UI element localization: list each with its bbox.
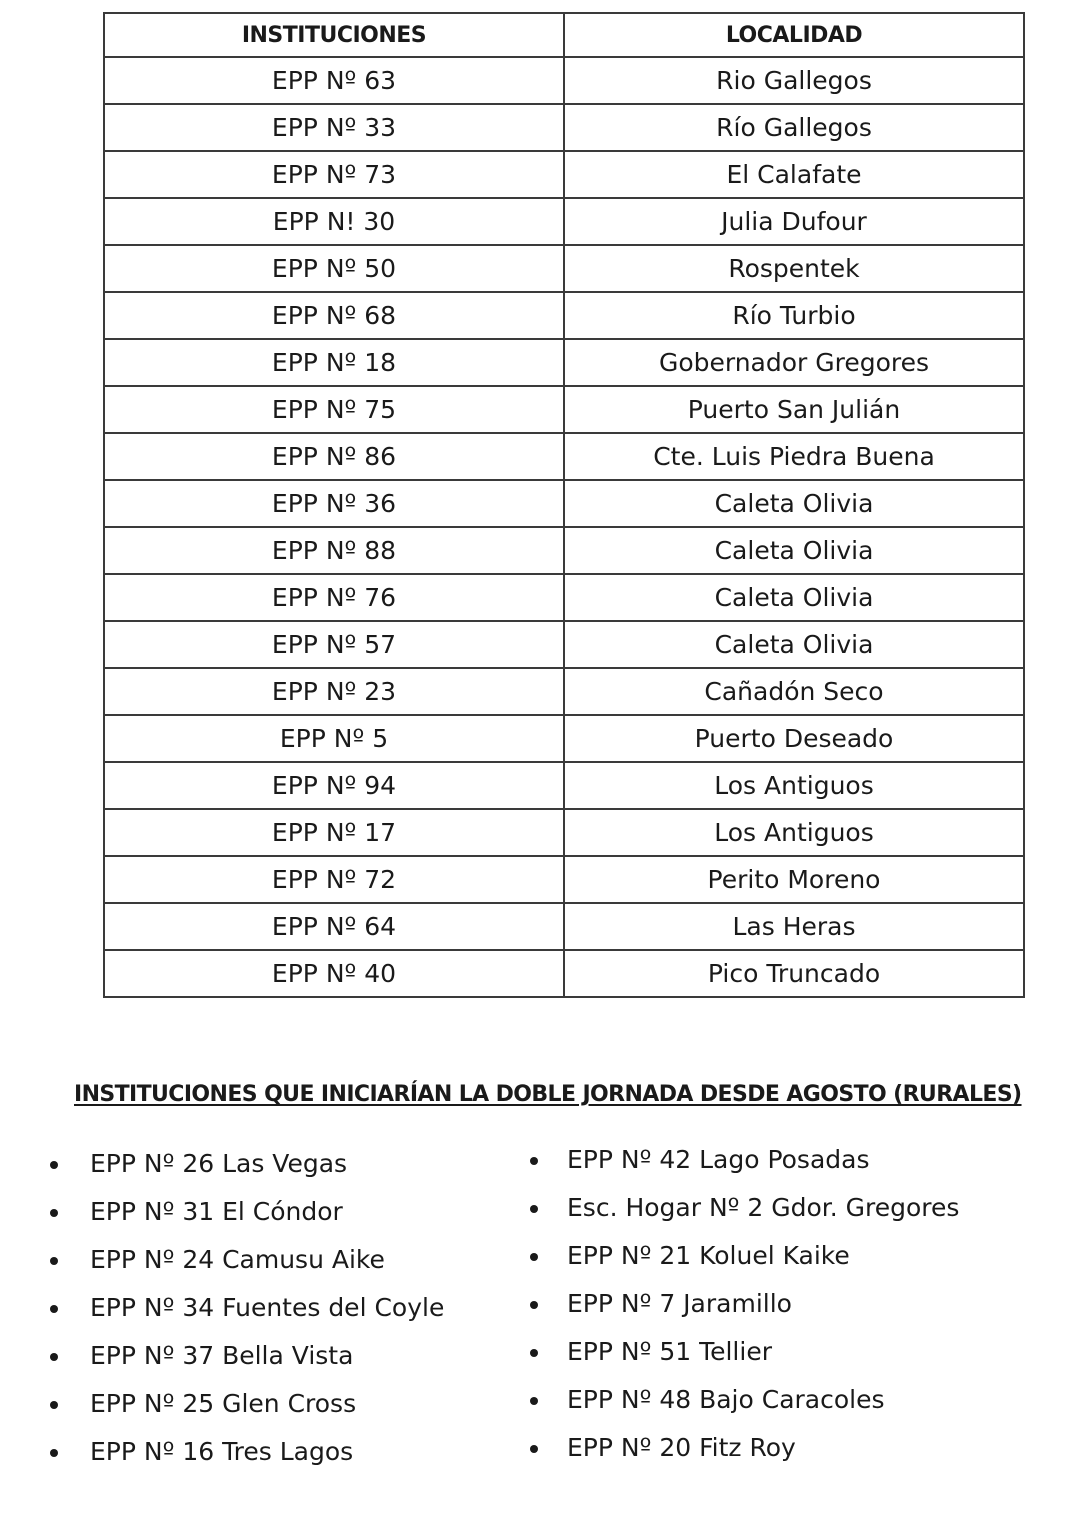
- institution-cell: EPP Nº 50: [104, 245, 564, 292]
- institution-cell: EPP Nº 23: [104, 668, 564, 715]
- list-item-label: EPP Nº 42 Lago Posadas: [567, 1145, 870, 1174]
- table-row: [104, 856, 1024, 903]
- locality-cell: Rospentek: [564, 245, 1024, 292]
- locality-cell: Caleta Olivia: [564, 527, 1024, 574]
- table-row: [104, 104, 1024, 151]
- list-item: [90, 1245, 444, 1293]
- list-item: [90, 1341, 444, 1389]
- table-row: [104, 715, 1024, 762]
- bullet-icon: [50, 1257, 58, 1265]
- bullet-icon: [50, 1353, 58, 1361]
- list-item: [90, 1389, 444, 1437]
- table-row: [104, 574, 1024, 621]
- column-header-instituciones: INSTITUCIONES: [104, 13, 564, 57]
- locality-cell: Caleta Olivia: [564, 621, 1024, 668]
- list-item: [90, 1437, 444, 1485]
- locality-cell: El Calafate: [564, 151, 1024, 198]
- table-row: [104, 292, 1024, 339]
- bullet-icon: [50, 1209, 58, 1217]
- list-item-label: EPP Nº 26 Las Vegas: [90, 1149, 348, 1178]
- table-row: [104, 809, 1024, 856]
- table-row: [104, 950, 1024, 997]
- locality-cell: Julia Dufour: [564, 198, 1024, 245]
- institution-cell: EPP Nº 68: [104, 292, 564, 339]
- institution-cell: EPP Nº 94: [104, 762, 564, 809]
- table-row: [104, 668, 1024, 715]
- locality-cell: Rio Gallegos: [564, 57, 1024, 104]
- institution-cell: EPP Nº 73: [104, 151, 564, 198]
- locality-cell: Los Antiguos: [564, 762, 1024, 809]
- locality-cell: Caleta Olivia: [564, 480, 1024, 527]
- locality-cell: Las Heras: [564, 903, 1024, 950]
- table-header-row: [104, 13, 1024, 57]
- list-item: [567, 1145, 959, 1193]
- table-row: [104, 245, 1024, 292]
- table-row: [104, 621, 1024, 668]
- bullet-icon: [530, 1397, 538, 1405]
- table-row: [104, 151, 1024, 198]
- locality-cell: Los Antiguos: [564, 809, 1024, 856]
- list-item-label: EPP Nº 34 Fuentes del Coyle: [90, 1293, 445, 1322]
- bullet-icon: [530, 1157, 538, 1165]
- locality-cell: Río Turbio: [564, 292, 1024, 339]
- bullet-icon: [530, 1445, 538, 1453]
- locality-cell: Gobernador Gregores: [564, 339, 1024, 386]
- rural-list-left: [90, 1149, 444, 1485]
- list-item: [567, 1289, 959, 1337]
- list-item: [90, 1149, 444, 1197]
- institution-cell: EPP Nº 86: [104, 433, 564, 480]
- institution-cell: EPP Nº 57: [104, 621, 564, 668]
- institution-cell: EPP Nº 18: [104, 339, 564, 386]
- list-item: [567, 1433, 959, 1481]
- table-row: [104, 386, 1024, 433]
- table-row: [104, 339, 1024, 386]
- locality-cell: Caleta Olivia: [564, 574, 1024, 621]
- list-item-label: EPP Nº 48 Bajo Caracoles: [567, 1385, 885, 1414]
- institution-cell: EPP Nº 36: [104, 480, 564, 527]
- institution-cell: EPP Nº 72: [104, 856, 564, 903]
- locality-cell: Pico Truncado: [564, 950, 1024, 997]
- bullet-icon: [50, 1161, 58, 1169]
- list-item-label: EPP Nº 20 Fitz Roy: [567, 1433, 796, 1462]
- institution-cell: EPP Nº 17: [104, 809, 564, 856]
- rural-list-right: [567, 1145, 959, 1481]
- table-row: [104, 903, 1024, 950]
- list-item: [567, 1385, 959, 1433]
- institution-cell: EPP Nº 88: [104, 527, 564, 574]
- list-item: [567, 1337, 959, 1385]
- list-item-label: EPP Nº 31 El Cóndor: [90, 1197, 343, 1226]
- locality-cell: Puerto San Julián: [564, 386, 1024, 433]
- list-item-label: EPP Nº 51 Tellier: [567, 1337, 772, 1366]
- list-item-label: EPP Nº 16 Tres Lagos: [90, 1437, 354, 1466]
- bullet-icon: [530, 1301, 538, 1309]
- list-item: [567, 1241, 959, 1289]
- institution-cell: EPP Nº 5: [104, 715, 564, 762]
- list-item-label: EPP Nº 21 Koluel Kaike: [567, 1241, 850, 1270]
- locality-cell: Cañadón Seco: [564, 668, 1024, 715]
- column-header-localidad: LOCALIDAD: [564, 13, 1024, 57]
- institution-cell: EPP Nº 40: [104, 950, 564, 997]
- list-item-label: Esc. Hogar Nº 2 Gdor. Gregores: [567, 1193, 960, 1222]
- table-row: [104, 480, 1024, 527]
- institution-cell: EPP Nº 64: [104, 903, 564, 950]
- table-row: [104, 198, 1024, 245]
- list-item-label: EPP Nº 7 Jaramillo: [567, 1289, 792, 1318]
- list-item: [90, 1197, 444, 1245]
- locality-cell: Perito Moreno: [564, 856, 1024, 903]
- table-body: [104, 57, 1024, 997]
- list-item-label: EPP Nº 37 Bella Vista: [90, 1341, 354, 1370]
- institution-cell: EPP Nº 75: [104, 386, 564, 433]
- table-row: [104, 433, 1024, 480]
- table-row: [104, 762, 1024, 809]
- bullet-icon: [530, 1205, 538, 1213]
- table-row: [104, 57, 1024, 104]
- bullet-icon: [530, 1253, 538, 1261]
- bullet-icon: [50, 1401, 58, 1409]
- bullet-icon: [50, 1305, 58, 1313]
- locality-cell: Puerto Deseado: [564, 715, 1024, 762]
- institution-cell: EPP N! 30: [104, 198, 564, 245]
- bullet-icon: [50, 1449, 58, 1457]
- institutions-table: [103, 12, 1025, 998]
- institution-cell: EPP Nº 33: [104, 104, 564, 151]
- list-item: [90, 1293, 444, 1341]
- locality-cell: Cte. Luis Piedra Buena: [564, 433, 1024, 480]
- rural-section-heading: INSTITUCIONES QUE INICIARÍAN LA DOBLE JORNADA DESDE AGOSTO (RURALES): [74, 1082, 1022, 1107]
- list-item-label: EPP Nº 25 Glen Cross: [90, 1389, 357, 1418]
- list-item: [567, 1193, 959, 1241]
- institution-cell: EPP Nº 63: [104, 57, 564, 104]
- institution-cell: EPP Nº 76: [104, 574, 564, 621]
- bullet-icon: [530, 1349, 538, 1357]
- table-row: [104, 527, 1024, 574]
- locality-cell: Río Gallegos: [564, 104, 1024, 151]
- list-item-label: EPP Nº 24 Camusu Aike: [90, 1245, 385, 1274]
